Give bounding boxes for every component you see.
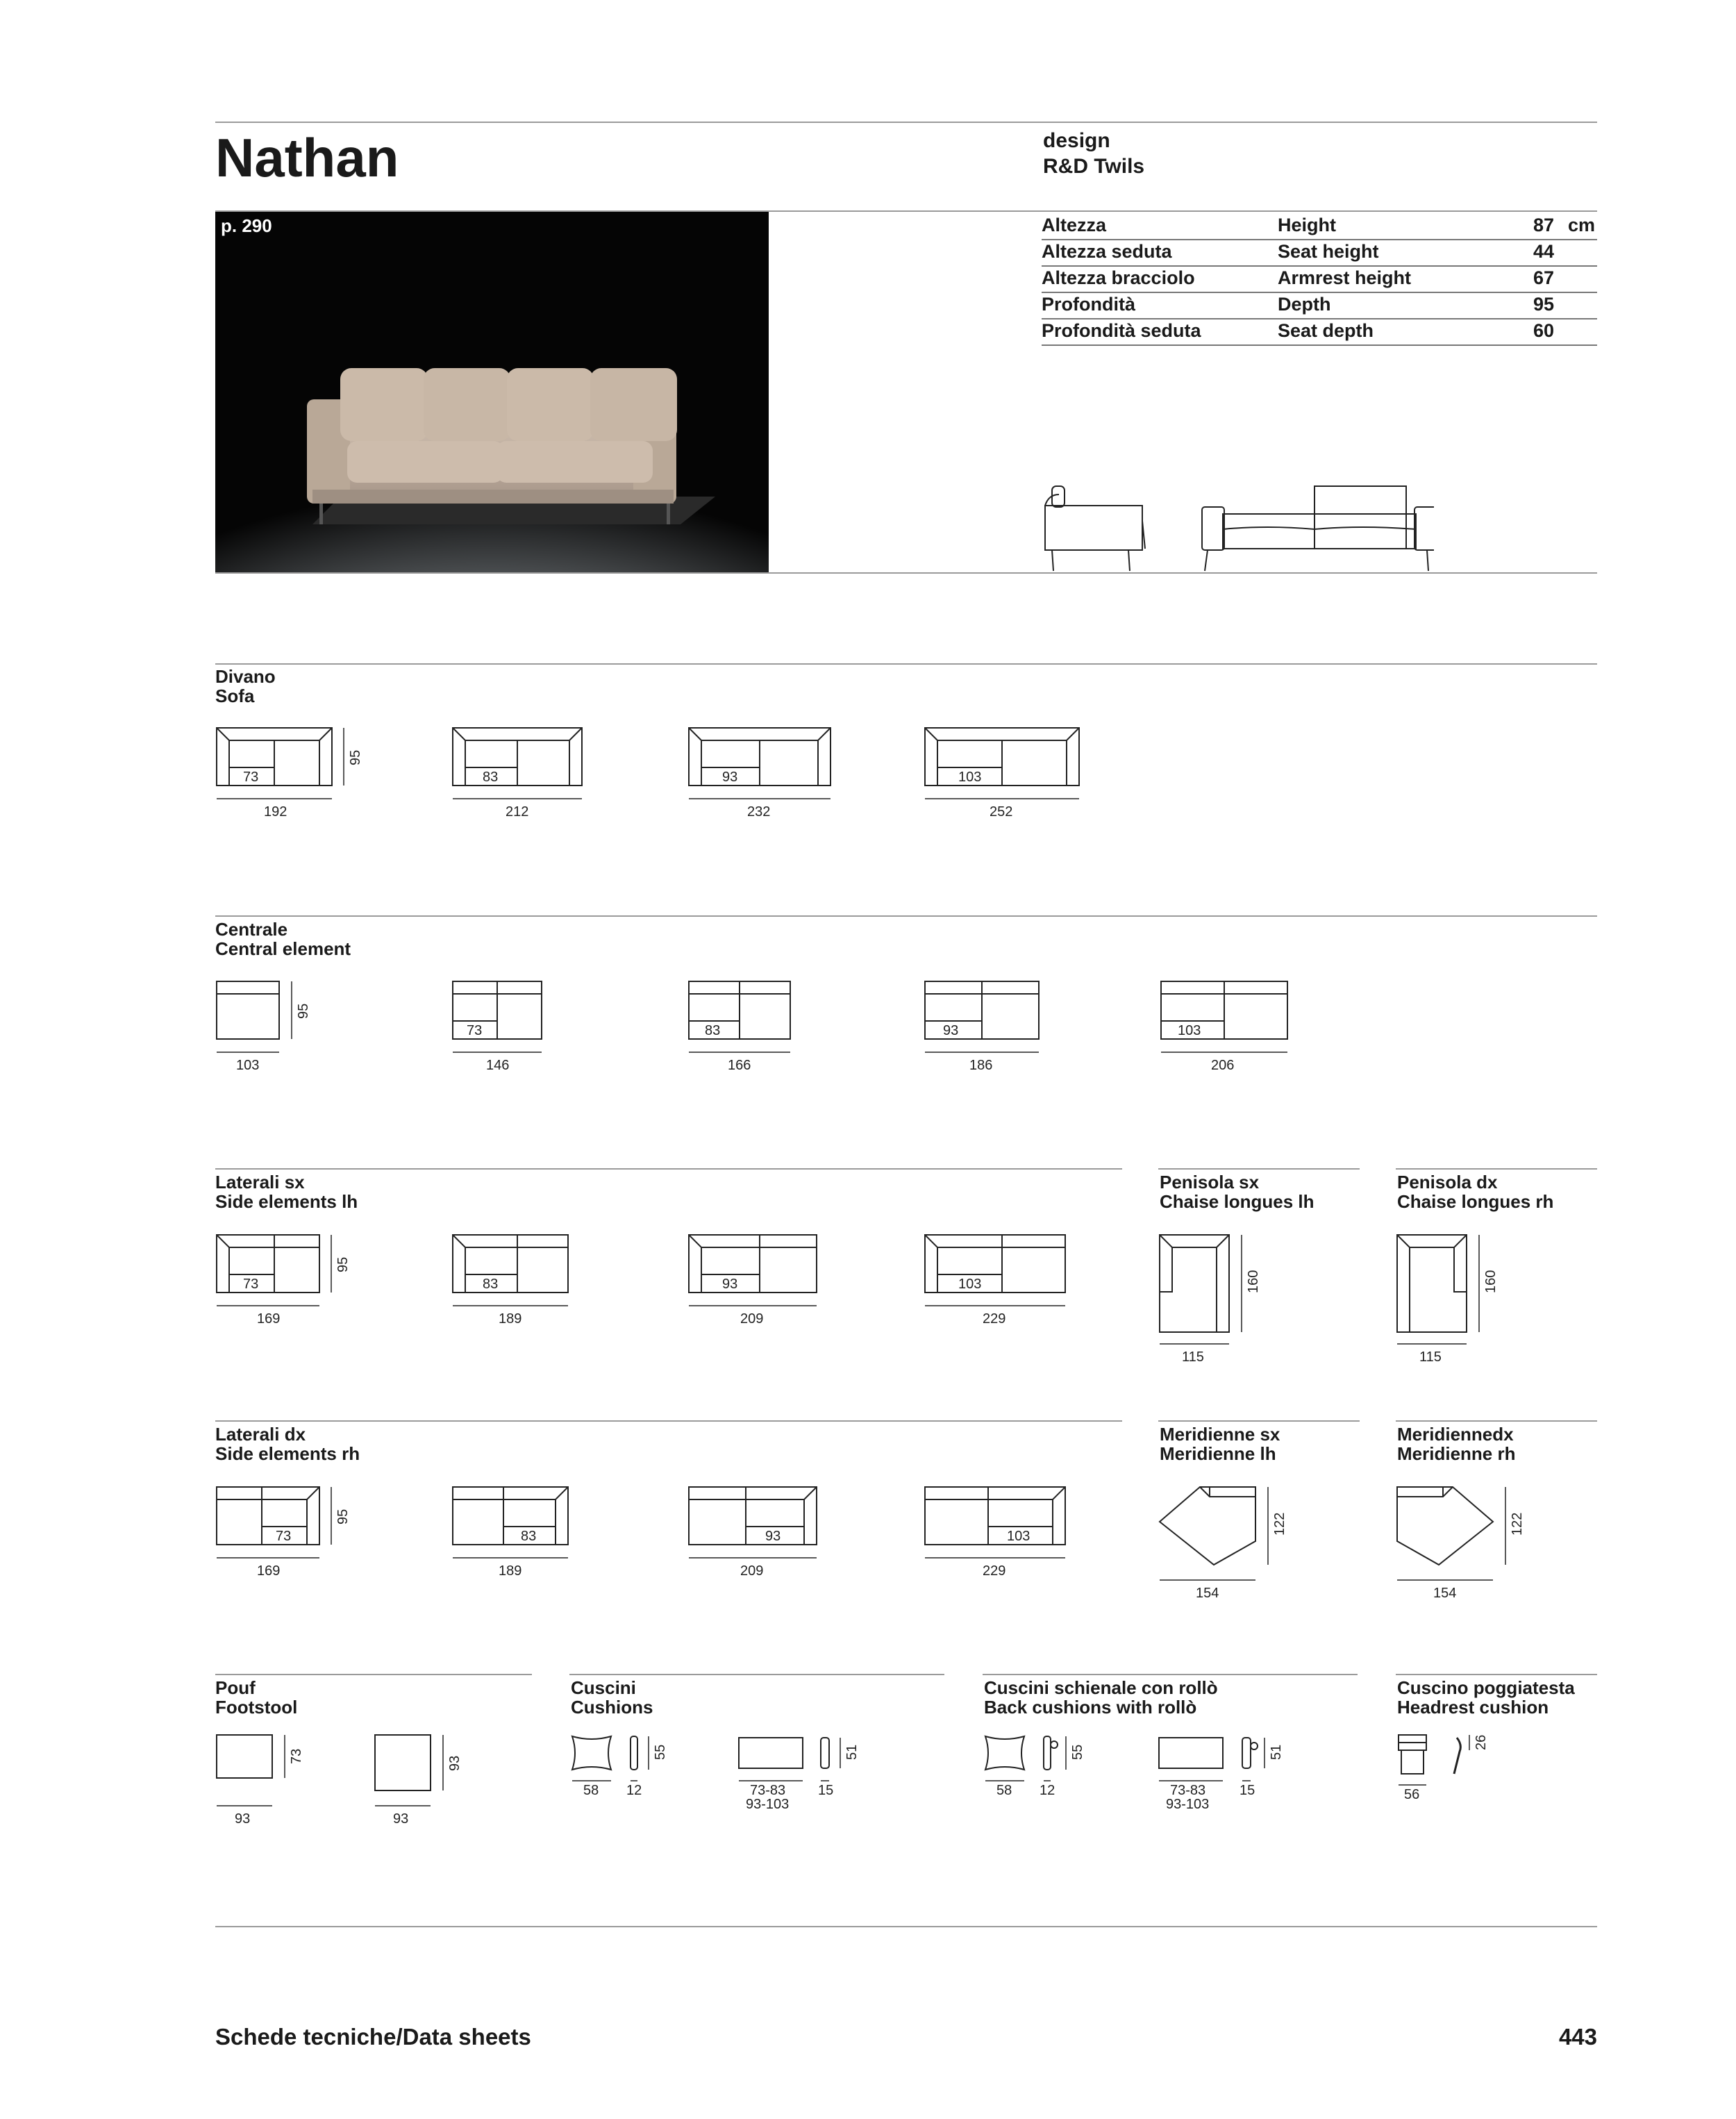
side-lh-209 — [689, 1235, 817, 1327]
height-label: 55 — [653, 1744, 668, 1760]
thickness-label: 12 — [1040, 1783, 1055, 1798]
back-cushions-rule — [983, 1674, 1358, 1675]
side-lh-189 — [453, 1235, 568, 1327]
thickness-label: 15 — [818, 1783, 834, 1798]
seat-label: 93 — [722, 1277, 738, 1292]
side-rh-drawings — [208, 1474, 1111, 1586]
meridienne-rh-title-it: Meridiennedx — [1397, 1424, 1514, 1445]
side-lh-title-it: Laterali sx — [215, 1172, 305, 1193]
thickness-label: 12 — [626, 1783, 642, 1798]
cushion-large — [739, 1738, 860, 1811]
side-rh-169 — [217, 1487, 351, 1579]
seat-label: 73 — [243, 770, 259, 785]
spec-value: 60 — [1533, 320, 1555, 341]
width-label: 206 — [1211, 1058, 1235, 1073]
width-label: 189 — [499, 1563, 522, 1579]
side-rh-209 — [689, 1487, 817, 1579]
chaise-rh-drawing — [1390, 1222, 1529, 1368]
back-cushion-small — [985, 1736, 1085, 1798]
chaise-lh-drawing — [1153, 1222, 1292, 1368]
seat-label: 73 — [467, 1023, 483, 1038]
back-cushions-title-it: Cuscini schienale con rollò — [984, 1677, 1218, 1698]
seat-label: 103 — [958, 1277, 982, 1292]
spec-value: 87 — [1533, 215, 1555, 235]
width-label-1: 73-83 — [750, 1783, 786, 1798]
chaise-lh-title-it: Penisola sx — [1160, 1172, 1260, 1193]
side-lh-drawings — [208, 1222, 1111, 1333]
side-lh-section-rule — [215, 1168, 1122, 1170]
depth-label: 95 — [335, 1509, 351, 1524]
width-label-2: 93-103 — [1166, 1797, 1210, 1811]
central-section-title-en: Central element — [215, 938, 351, 959]
chaise-lh-rule — [1158, 1168, 1360, 1170]
width-label: 252 — [990, 804, 1013, 820]
cushion-small — [572, 1736, 668, 1798]
height-label: 51 — [844, 1744, 860, 1760]
spec-en: Seat depth — [1278, 320, 1374, 341]
seat-label: 103 — [958, 770, 982, 785]
width-label: 154 — [1196, 1586, 1219, 1601]
width-label: 115 — [1419, 1349, 1442, 1365]
meridienne-rh-drawing — [1390, 1474, 1543, 1606]
seat-label: 83 — [483, 770, 499, 785]
width-label: 154 — [1433, 1586, 1457, 1601]
headrest-title-en: Headrest cushion — [1397, 1697, 1549, 1718]
seat-label: 93 — [765, 1529, 781, 1544]
spec-en: Height — [1278, 215, 1336, 235]
sofa-section-title-it: Divano — [215, 666, 276, 687]
headrest-drawing — [1390, 1728, 1515, 1811]
side-rh-229 — [925, 1487, 1065, 1579]
spec-it: Altezza — [1042, 215, 1107, 235]
central-146 — [453, 981, 542, 1073]
product-photo — [215, 212, 769, 573]
headrest-title-it: Cuscino poggiatesta — [1397, 1677, 1575, 1698]
width-label: 212 — [506, 804, 529, 820]
width-label: 229 — [983, 1563, 1006, 1579]
side-elevation — [1045, 486, 1145, 571]
central-drawings — [208, 969, 1305, 1080]
headrest-rule — [1396, 1674, 1597, 1675]
seat-label: 103 — [1007, 1529, 1030, 1544]
chaise-rh-title-it: Penisola dx — [1397, 1172, 1498, 1193]
width-label: 115 — [1182, 1349, 1204, 1365]
width-label-2: 93-103 — [746, 1797, 790, 1811]
spec-value: 95 — [1533, 294, 1555, 315]
top-rule — [215, 122, 1597, 123]
spec-row-height — [1042, 213, 1597, 240]
spec-it: Altezza seduta — [1042, 241, 1172, 262]
meridienne-lh-title-it: Meridienne sx — [1160, 1424, 1280, 1445]
sofa-192 — [217, 728, 363, 820]
seat-label: 83 — [705, 1023, 721, 1038]
central-206 — [1161, 981, 1287, 1073]
width-label-1: 73-83 — [1170, 1783, 1206, 1798]
cushions-title-en: Cushions — [571, 1697, 653, 1718]
product-title: Nathan — [215, 127, 399, 188]
footer-section-label: Schede tecniche/Data sheets — [215, 2024, 531, 2050]
central-186 — [925, 981, 1039, 1073]
depth-label: 160 — [1246, 1270, 1261, 1293]
sofa-section-rule — [215, 663, 1597, 665]
width-label: 103 — [236, 1058, 260, 1073]
height-label: 51 — [1269, 1744, 1284, 1760]
seat-label: 83 — [521, 1529, 537, 1544]
elevation-drawings — [1038, 479, 1434, 576]
seat-label: 83 — [483, 1277, 499, 1292]
height-label: 26 — [1474, 1734, 1489, 1750]
chaise-rh-rule — [1396, 1168, 1597, 1170]
width-label: 232 — [747, 804, 771, 820]
design-label: design — [1043, 129, 1110, 152]
back-cushions-drawings — [977, 1728, 1296, 1811]
depth-label: 160 — [1483, 1270, 1499, 1293]
sofa-232 — [689, 728, 831, 820]
central-166 — [689, 981, 790, 1073]
back-cushions-title-en: Back cushions with rollò — [984, 1697, 1197, 1718]
width-label: 58 — [996, 1783, 1012, 1798]
depth-label: 122 — [1272, 1512, 1287, 1536]
height-label: 55 — [1070, 1744, 1085, 1760]
side-lh-229 — [925, 1235, 1065, 1327]
meridienne-lh-title-en: Meridienne lh — [1160, 1443, 1276, 1464]
cushions-drawings — [564, 1728, 869, 1811]
spec-en: Depth — [1278, 294, 1331, 315]
side-rh-189 — [453, 1487, 568, 1579]
depth-label: 73 — [289, 1748, 304, 1764]
pouf-drawings — [208, 1728, 500, 1832]
seat-label: 93 — [722, 770, 738, 785]
pouf-title-it: Pouf — [215, 1677, 256, 1698]
spec-row-seat-height — [1042, 239, 1597, 267]
footer-rule — [215, 1926, 1597, 1927]
depth-label: 95 — [335, 1256, 351, 1272]
width-label: 209 — [740, 1563, 764, 1579]
pouf-rule — [215, 1674, 532, 1675]
page-number: 443 — [1558, 2024, 1597, 2050]
width-label: 209 — [740, 1311, 764, 1327]
width-label: 58 — [583, 1783, 599, 1798]
meridienne-lh-rule — [1158, 1420, 1360, 1422]
pouf-93x73 — [217, 1735, 304, 1827]
central-section-rule — [215, 915, 1597, 917]
sofa-252 — [925, 728, 1079, 820]
central-section-title-it: Centrale — [215, 919, 288, 940]
width-label: 56 — [1404, 1787, 1420, 1802]
sofa-photo-illustration — [215, 212, 769, 573]
spec-value: 67 — [1533, 267, 1555, 288]
cushions-rule — [569, 1674, 944, 1675]
spec-row-depth — [1042, 292, 1597, 319]
meridienne-lh-drawing — [1153, 1474, 1305, 1606]
spec-en: Armrest height — [1278, 267, 1412, 288]
spec-it: Altezza bracciolo — [1042, 267, 1195, 288]
width-label: 166 — [728, 1058, 751, 1073]
seat-label: 73 — [243, 1277, 259, 1292]
sofa-drawings — [208, 715, 1111, 826]
width-label: 229 — [983, 1311, 1006, 1327]
spec-row-armrest-height — [1042, 265, 1597, 293]
side-lh-169 — [217, 1235, 351, 1327]
width-label: 146 — [486, 1058, 510, 1073]
seat-label: 103 — [1178, 1023, 1201, 1038]
width-label: 189 — [499, 1311, 522, 1327]
hero-bottom-rule — [215, 572, 1597, 574]
pouf-93x93 — [375, 1735, 462, 1827]
back-cushion-large — [1159, 1738, 1284, 1811]
width-label: 93 — [235, 1811, 251, 1827]
pouf-title-en: Footstool — [215, 1697, 298, 1718]
page-reference: p. 290 — [221, 215, 272, 236]
width-label: 169 — [257, 1311, 281, 1327]
seat-label: 93 — [943, 1023, 959, 1038]
width-label: 93 — [393, 1811, 409, 1827]
thickness-label: 15 — [1240, 1783, 1255, 1798]
width-label: 169 — [257, 1563, 281, 1579]
depth-label: 122 — [1510, 1512, 1525, 1536]
chaise-lh-title-en: Chaise longues lh — [1160, 1191, 1314, 1212]
spec-value: 44 — [1533, 241, 1555, 262]
spec-row-seat-depth — [1042, 318, 1597, 346]
depth-label: 95 — [348, 749, 363, 765]
spec-unit: cm — [1568, 215, 1596, 235]
depth-label: 95 — [296, 1003, 311, 1019]
meridienne-rh-title-en: Meridienne rh — [1397, 1443, 1516, 1464]
central-103 — [217, 981, 311, 1073]
side-rh-title-en: Side elements rh — [215, 1443, 360, 1464]
width-label: 186 — [969, 1058, 993, 1073]
cushions-title-it: Cuscini — [571, 1677, 636, 1698]
depth-label: 93 — [447, 1755, 462, 1771]
width-label: 192 — [264, 804, 287, 820]
chaise-rh-title-en: Chaise longues rh — [1397, 1191, 1554, 1212]
sofa-section-title-en: Sofa — [215, 685, 255, 706]
seat-label: 73 — [276, 1529, 292, 1544]
designer-name: R&D Twils — [1043, 155, 1145, 178]
side-rh-title-it: Laterali dx — [215, 1424, 306, 1445]
front-elevation — [1202, 486, 1434, 571]
spec-en: Seat height — [1278, 241, 1379, 262]
spec-it: Profondità — [1042, 294, 1135, 315]
sofa-212 — [453, 728, 582, 820]
spec-it: Profondità seduta — [1042, 320, 1201, 341]
meridienne-rh-rule — [1396, 1420, 1597, 1422]
side-rh-section-rule — [215, 1420, 1122, 1422]
side-lh-title-en: Side elements lh — [215, 1191, 358, 1212]
